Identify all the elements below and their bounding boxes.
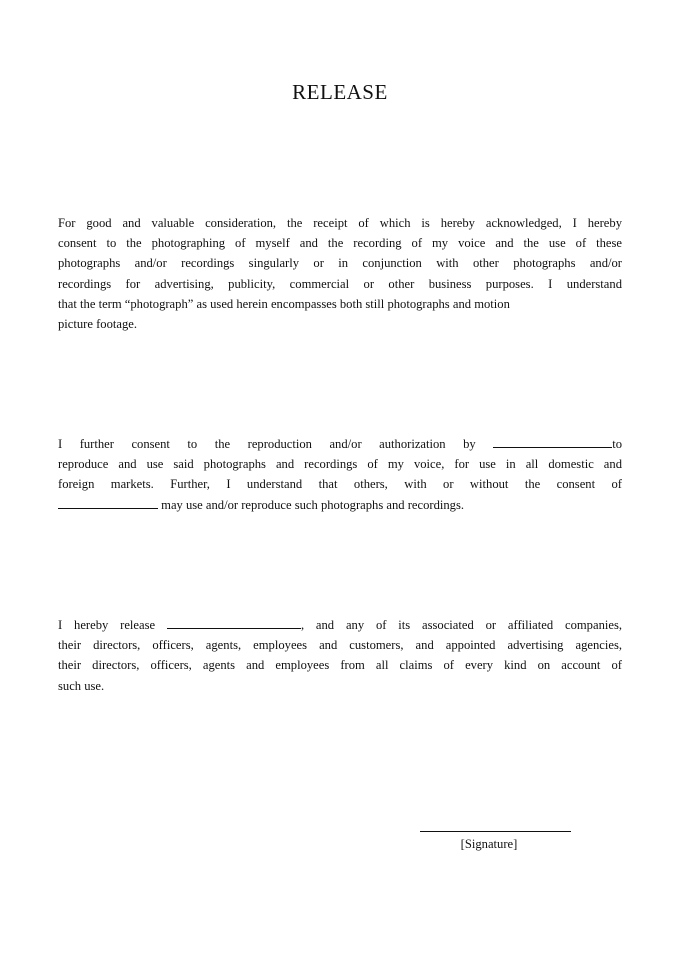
paragraph-line: consent to the photographing of myself and the recording of my voice and the use of these xyxy=(58,236,622,251)
paragraph-line xyxy=(58,615,622,635)
paragraph-text: , and any of its associated or affiliated companies, xyxy=(300,618,622,632)
consent-paragraph xyxy=(58,213,622,334)
document-title: RELEASE xyxy=(292,80,388,104)
paragraph-line: recordings for advertising, publicity, commercial or other business purposes. I understand xyxy=(58,276,622,291)
release-paragraph xyxy=(58,615,622,696)
paragraph-text: to xyxy=(612,437,622,451)
paragraph-text: may use and/or reproduce such photographs and recordings. xyxy=(158,497,465,512)
paragraph-line: their directors, officers, agents, employees and customers, and appointed advertising agencies, xyxy=(58,638,622,653)
paragraph-line: reproduce and use said photographs and recordings of my voice, for use in all domestic and xyxy=(58,457,622,472)
paragraph-line: picture footage. xyxy=(58,317,138,332)
paragraph-text: I hereby release xyxy=(58,618,156,632)
consent-party-blank[interactable] xyxy=(58,496,158,509)
paragraph-line xyxy=(58,434,622,454)
paragraph-line xyxy=(58,495,622,515)
paragraph-line: For good and valuable consideration, the receipt of which is hereby acknowledged, I hereby xyxy=(58,216,622,230)
paragraph-line: foreign markets. Further, I understand that others, with or without the consent of xyxy=(58,477,622,492)
paragraph-line: photographs and/or recordings singularly or in conjunction with other photographs and/or xyxy=(58,256,622,271)
paragraph-line: their directors, officers, agents and employees from all claims of every kind on account of xyxy=(58,658,622,673)
signature-line[interactable] xyxy=(420,831,571,832)
authorization-paragraph xyxy=(58,434,622,515)
paragraph-line: that the term “photograph” as used herein encompasses both still photographs and motion xyxy=(58,296,510,311)
authorizer-blank[interactable] xyxy=(493,435,612,448)
paragraph-text: I further consent to the reproduction and/or authorization by xyxy=(58,437,476,451)
signature-label: [Signature] xyxy=(460,837,518,851)
released-party-blank[interactable] xyxy=(167,616,301,629)
paragraph-line: such use. xyxy=(58,678,105,693)
